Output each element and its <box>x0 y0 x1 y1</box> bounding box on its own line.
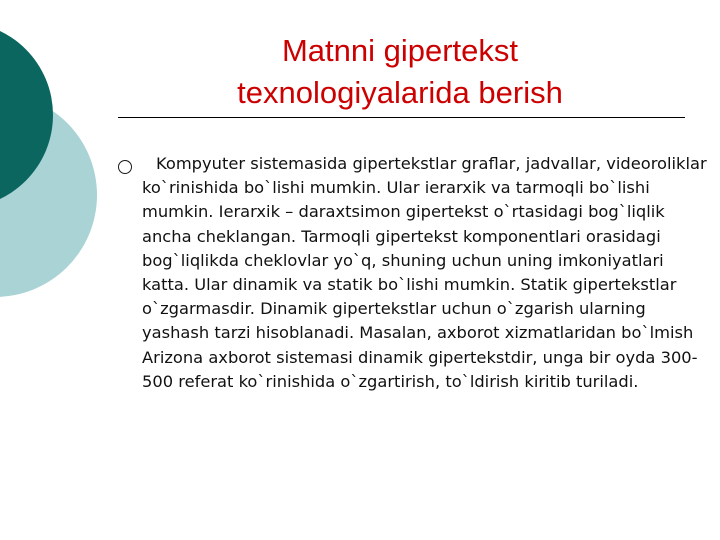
hollow-circle-bullet-icon <box>118 160 132 174</box>
title-line-2: texnologiyalarida berish <box>237 75 563 110</box>
slide-title <box>150 30 650 114</box>
body-paragraph: Kompyuter sistemasida gipertekstlar graflar, jadvallar, videoroliklar ko`rinishida bo`lishi mumkin. Ular ierarxik va tarmoqli bo`lishi mumkin. Ierarxik – daraxtsimon gipertekst o`rtasidagi bog`liqlik ancha cheklangan. Tarmoqli gipertekst komponentlari orasidagi bog`liqlikda cheklovlar yo`q, shuning uchun uning imkoniyatlari katta. Ular dinamik va statik bo`lishi mumkin. Statik gipertekstlar o`zgarmasdir. Dinamik gipertekstlar uchun o`zgarish ularning yashash tarzi hisoblanadi. Masalan, axborot xizmatlaridan bo`lmish Arizona axborot sistemasi dinamik gipertekstdir, unga bir oyda 300-500 referat ko`rinishida o`zgartirish, to`ldirish kiritib turiladi. <box>142 154 707 391</box>
title-line-1: Matnni gipertekst <box>281 33 519 68</box>
title-divider <box>118 117 685 118</box>
